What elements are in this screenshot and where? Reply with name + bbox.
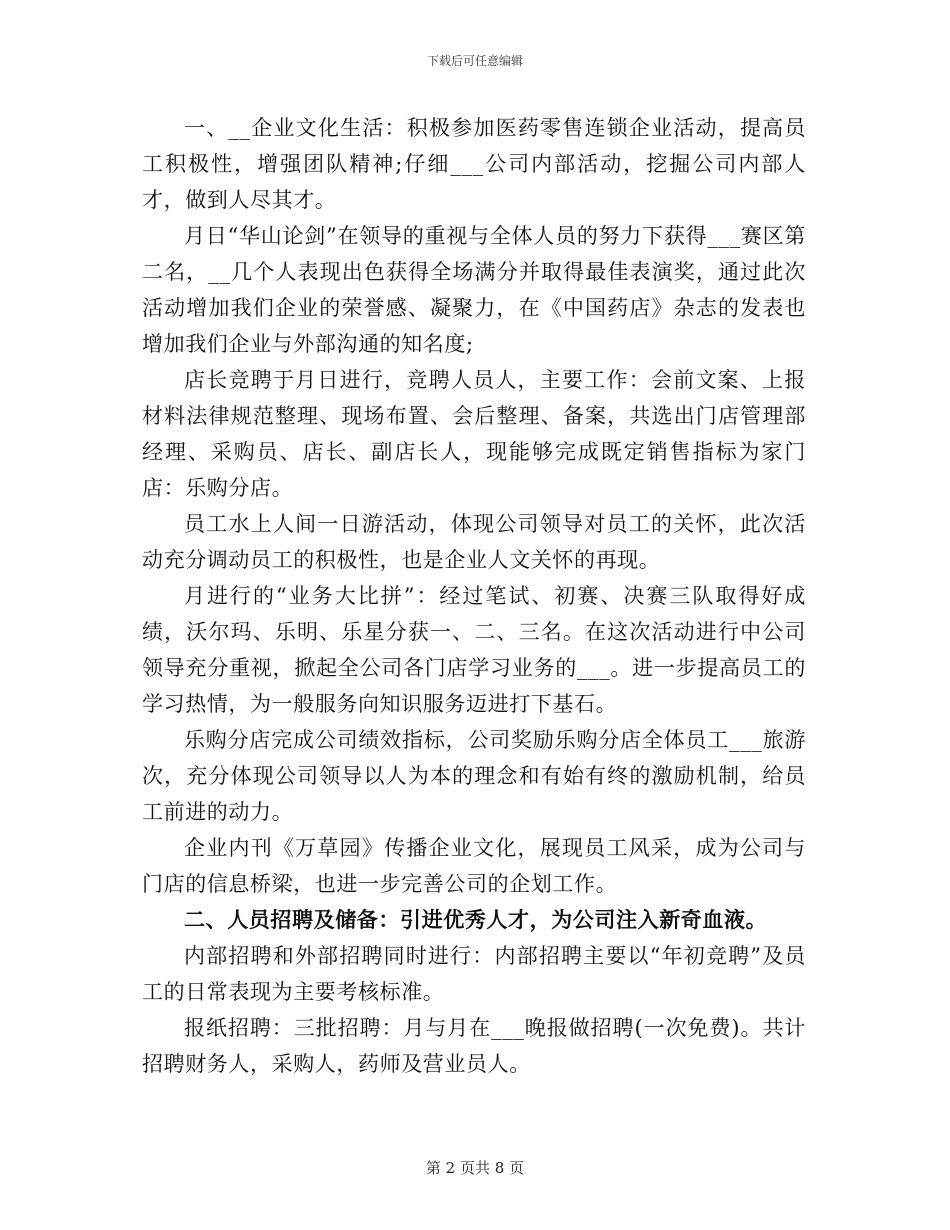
paragraph-business-contest: 月进行的“业务大比拼”：经过笔试、初赛、决赛三队取得好成绩，沃尔玛、乐明、乐星分获一、二、三名。在这次活动进行中公司领导充分重视，掀起全公司各门店学习业务的___。进一步提高员工的学习热情，为一般服务向知识服务迈进打下基石。 — [142, 584, 806, 716]
paragraph-reward: 乐购分店完成公司绩效指标，公司奖励乐购分店全体员工___旅游次，充分体现公司领导以人为本的理念和有始有终的激励机制，给员工前进的动力。 — [142, 728, 806, 824]
paragraph-huashan: 月日“华山论剑”在领导的重视与全体人员的努力下获得___赛区第二名，__几个人表现出色获得全场满分并取得最佳表演奖，通过此次活动增加我们企业的荣誉感、凝聚力，在《中国药店》杂志的发表也增加我们企业与外部沟通的知名度; — [142, 224, 806, 356]
page-footer: 第 2 页共 8 页 — [425, 1159, 525, 1177]
paragraph-manager-election: 店长竞聘于月日进行，竞聘人员人，主要工作：会前文案、上报材料法律规范整理、现场布置、会后整理、备案，共选出门店管理部经理、采购员、店长、副店长人，现能够完成既定销售指标为家门店：乐购分店。 — [142, 368, 806, 500]
document-body — [142, 110, 806, 1082]
paragraph-magazine: 企业内刊《万草园》传播企业文化，展现员工风采，成为公司与门店的信息桥梁，也进一步完善公司的企划工作。 — [142, 836, 806, 896]
paragraph-newspaper-recruitment: 报纸招聘：三批招聘：月与月在___晚报做招聘(一次免费)。共计招聘财务人，采购人，药师及营业员人。 — [142, 1016, 806, 1076]
paragraph-outing: 员工水上人间一日游活动，体现公司领导对员工的关怀，此次活动充分调动员工的积极性，也是企业人文关怀的再现。 — [142, 512, 806, 572]
page-header: 下载后可任意编辑 — [426, 54, 523, 68]
section-heading-recruitment: 二、人员招聘及储备：引进优秀人才，为公司注入新奇血液。 — [184, 907, 768, 932]
paragraph-culture: 一、__企业文化生活：积极参加医药零售连锁企业活动，提高员工积极性，增强团队精神;仔细___公司内部活动，挖掘公司内部人才，做到人尽其才。 — [142, 116, 806, 212]
paragraph-internal-recruitment: 内部招聘和外部招聘同时进行：内部招聘主要以“年初竞聘”及员工的日常表现为主要考核标准。 — [142, 944, 806, 1004]
